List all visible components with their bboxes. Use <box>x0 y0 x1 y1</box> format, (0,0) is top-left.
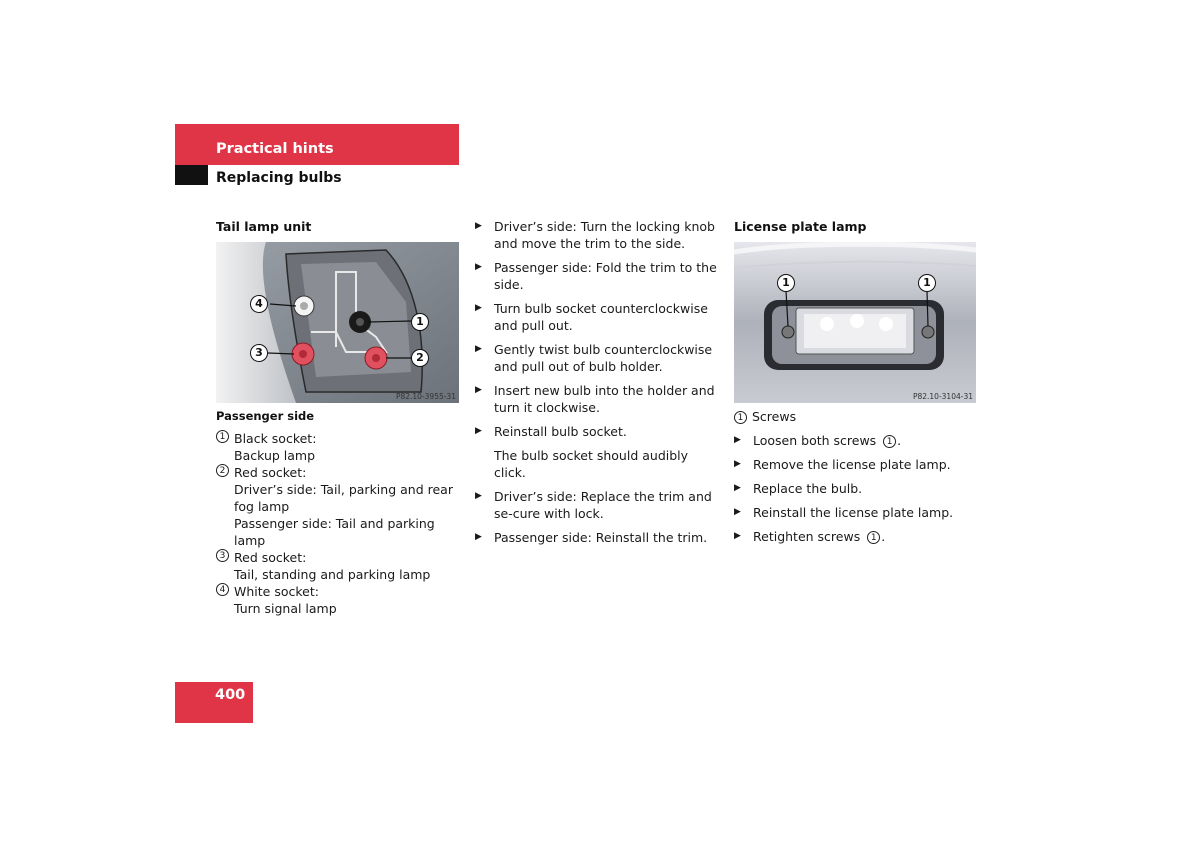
figure-code: P82.10-3104-31 <box>912 392 973 401</box>
step-item <box>734 504 979 521</box>
step-text: Passenger side: Fold the trim to the side. <box>494 260 717 292</box>
license-plate-heading: License plate lamp <box>734 219 867 234</box>
step-text: Gently twist bulb counterclockwise and pull out of bulb holder. <box>494 342 713 374</box>
step-item <box>475 382 720 416</box>
step-text-end: . <box>897 433 902 448</box>
legend-item <box>216 430 461 464</box>
legend-line: Turn signal lamp <box>234 601 337 616</box>
page-number: 400 <box>215 687 246 703</box>
bullet-arrow-icon <box>475 259 494 293</box>
step-item <box>475 300 720 334</box>
step-text: Passenger side: Reinstall the trim. <box>494 530 708 545</box>
legend-line: Passenger side: Tail and parking lamp <box>234 516 435 548</box>
callout-2: 2 <box>411 349 429 367</box>
legend-line: White socket: <box>234 584 319 599</box>
step-text: Insert new bulb into the holder and turn it clockwise. <box>494 383 715 415</box>
legend-line: Backup lamp <box>234 448 316 463</box>
figure-code: P82.10-3955-31 <box>395 392 456 401</box>
bullet-arrow-icon <box>475 341 494 375</box>
legend-line: Red socket: <box>234 465 307 480</box>
step-item <box>475 218 720 252</box>
bullet-arrow-icon <box>475 300 494 334</box>
step-item <box>475 529 720 546</box>
legend-item <box>216 549 461 583</box>
step-text: Replace the bulb. <box>753 481 863 496</box>
step-item <box>475 488 720 522</box>
legend-line: Red socket: <box>234 550 307 565</box>
tail-lamp-heading: Tail lamp unit <box>216 219 312 234</box>
step-text: Driver’s side: Replace the trim and se-cure with lock. <box>494 489 712 521</box>
bullet-arrow-icon <box>475 423 494 440</box>
callout-1: 1 <box>411 313 429 331</box>
step-item <box>475 341 720 375</box>
bullet-arrow-icon <box>734 528 753 545</box>
bullet-arrow-icon <box>475 488 494 522</box>
bullet-arrow-icon <box>734 456 753 473</box>
bullet-arrow-icon <box>475 382 494 416</box>
legend-line: Driver’s side: Tail, parking and rear fog lamp <box>234 482 453 514</box>
bullet-arrow-icon <box>475 218 494 252</box>
callout-3: 3 <box>250 344 268 362</box>
tail-lamp-figure <box>216 242 459 403</box>
step-text: Remove the license plate lamp. <box>753 457 951 472</box>
legend-number: 1 <box>734 411 747 424</box>
screws-legend <box>734 408 979 425</box>
callout-1-right: 1 <box>918 274 936 292</box>
socket-legend-list <box>216 430 461 617</box>
callout-1-left: 1 <box>777 274 795 292</box>
step-text: Driver’s side: Turn the locking knob and move the trim to the side. <box>494 219 715 251</box>
step-text: Reinstall the license plate lamp. <box>753 505 954 520</box>
step-item <box>734 432 979 449</box>
license-plate-section <box>734 408 979 545</box>
legend-number: 4 <box>216 583 229 596</box>
step-item <box>734 456 979 473</box>
legend-item <box>216 464 461 549</box>
bullet-arrow-icon <box>475 529 494 546</box>
callout-4: 4 <box>250 295 268 313</box>
bullet-arrow-icon <box>734 504 753 521</box>
legend-number: 2 <box>216 464 229 477</box>
license-plate-figure <box>734 242 976 403</box>
step-text: Loosen both screws <box>753 433 881 448</box>
legend-number: 1 <box>216 430 229 443</box>
step-text-end: . <box>881 529 886 544</box>
bullet-arrow-icon <box>734 480 753 497</box>
license-plate-illustration <box>734 242 976 403</box>
legend-text: Screws <box>752 409 797 424</box>
legend-line: Black socket: <box>234 431 317 446</box>
step-text: Retighten screws <box>753 529 865 544</box>
step-ref-number: 1 <box>883 435 896 448</box>
step-item <box>475 423 720 440</box>
step-item <box>734 528 979 545</box>
section-marker-tab <box>175 165 208 185</box>
legend-line: Tail, standing and parking lamp <box>234 567 431 582</box>
legend-item <box>216 583 461 617</box>
step-ref-number: 1 <box>867 531 880 544</box>
chapter-title: Practical hints <box>216 141 334 157</box>
figure-caption: Passenger side <box>216 409 315 423</box>
step-item <box>475 259 720 293</box>
step-note: The bulb socket should audibly click. <box>494 448 689 480</box>
step-text: Turn bulb socket counterclockwise and pull out. <box>494 301 708 333</box>
section-title: Replacing bulbs <box>216 170 342 186</box>
step-text: Reinstall bulb socket. <box>494 424 627 439</box>
step-item <box>734 480 979 497</box>
legend-number: 3 <box>216 549 229 562</box>
replacement-steps <box>475 218 720 546</box>
bullet-arrow-icon <box>734 432 753 449</box>
